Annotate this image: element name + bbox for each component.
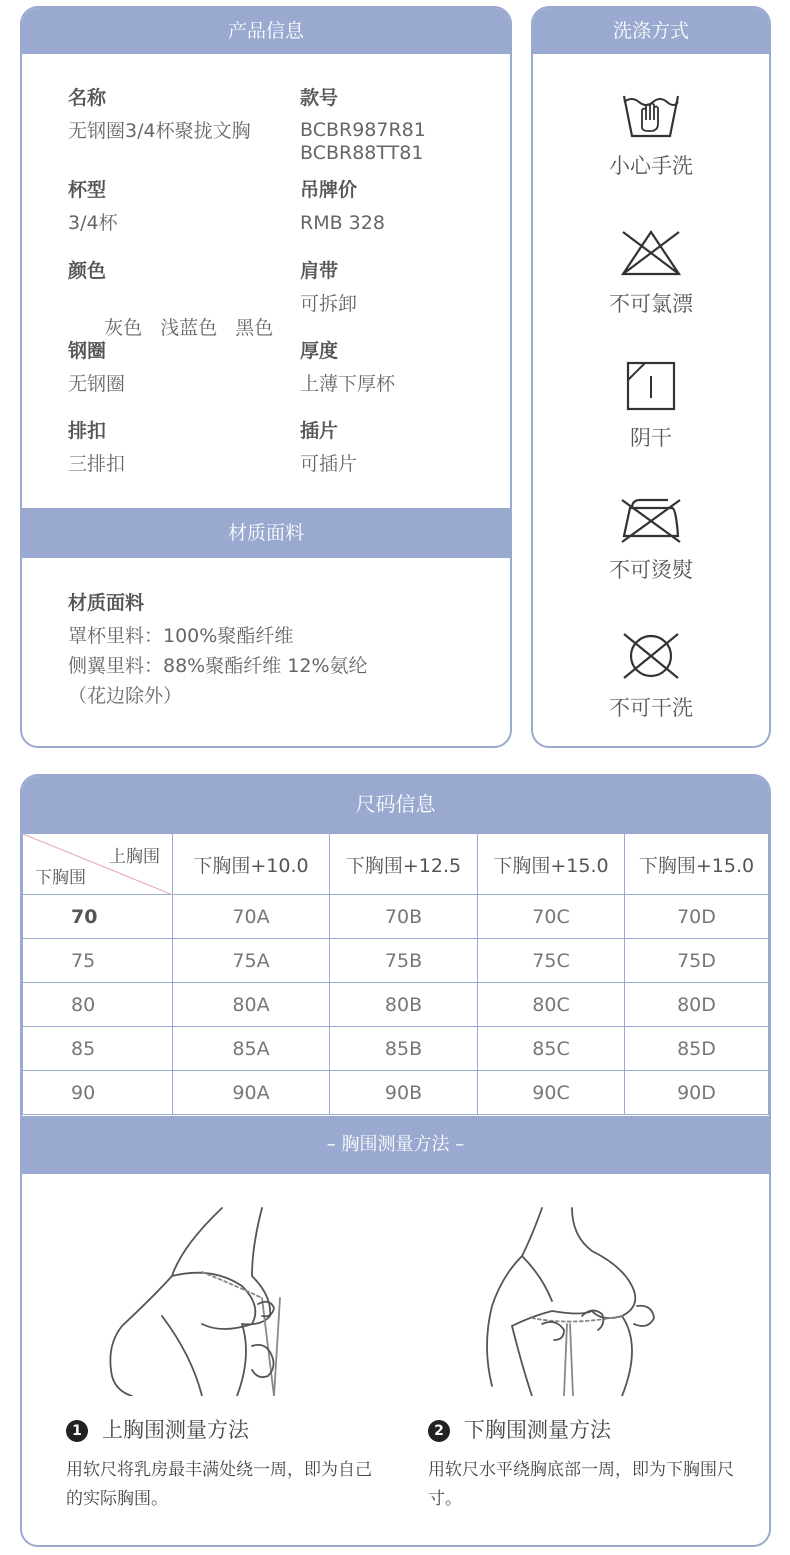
size-band: 70 [23, 895, 173, 939]
size-cell: 90A [173, 1071, 330, 1115]
table-row [23, 1027, 769, 1071]
size-cell: 70D [625, 895, 769, 939]
table-row [23, 983, 769, 1027]
wash-care-panel [531, 6, 771, 748]
size-col-header: 下胸围+15.0 [625, 834, 769, 895]
no-dry-clean-icon [620, 630, 682, 682]
size-band: 85 [23, 1027, 173, 1071]
step-number-1: 1 [66, 1420, 88, 1442]
field-insert: 插片 可插片 [300, 420, 358, 475]
under-bust-illustration [472, 1206, 692, 1396]
size-band: 80 [23, 983, 173, 1027]
table-row [23, 895, 769, 939]
material-details: 材质面料 罩杯里料：100%聚酯纤维 侧翼里料：88%聚酯纤维 12%氨纶 （花边除外） [68, 592, 368, 707]
wash-item-no-dry-clean: 不可干洗 [533, 630, 769, 722]
size-table-header [23, 834, 769, 895]
wash-care-title: 洗涤方式 [533, 8, 769, 54]
size-cell: 90B [330, 1071, 478, 1115]
size-col-header: 下胸围+12.5 [330, 834, 478, 895]
wash-item-hand-wash: 小心手洗 [533, 88, 769, 180]
size-cell: 75D [625, 939, 769, 983]
size-info-panel [20, 774, 771, 1547]
size-cell: 80D [625, 983, 769, 1027]
no-bleach-icon [619, 228, 683, 278]
size-cell: 90C [478, 1071, 625, 1115]
product-info-panel [20, 6, 512, 748]
table-row [23, 1071, 769, 1115]
wash-item-no-bleach: 不可氯漂 [533, 228, 769, 318]
wash-item-shade-dry: 阴干 [533, 360, 769, 452]
shade-dry-icon [625, 360, 677, 412]
field-hooks: 排扣 三排扣 [68, 420, 126, 475]
upper-bust-description: 用软尺将乳房最丰满处绕一周，即为自己的实际胸围。 [66, 1460, 372, 1509]
field-thickness: 厚度 上薄下厚杯 [300, 340, 396, 395]
field-color: 颜色 灰色 浅蓝色 黑色 [68, 260, 274, 339]
material-section-title: 材质面料 [22, 508, 510, 558]
field-name: 名称 无钢圈3/4杯聚拢文胸 [68, 87, 251, 142]
no-iron-icon [618, 496, 684, 544]
hand-wash-icon [620, 88, 682, 140]
size-band: 75 [23, 939, 173, 983]
size-table [22, 833, 769, 1115]
size-cell: 85D [625, 1027, 769, 1071]
size-cell: 80B [330, 983, 478, 1027]
step-number-2: 2 [428, 1420, 450, 1442]
size-cell: 85C [478, 1027, 625, 1071]
color-black: 黑色 [235, 317, 274, 339]
size-cell: 80C [478, 983, 625, 1027]
upper-bust-method: 1 上胸围测量方法 [66, 1414, 249, 1444]
field-price: 吊牌价 RMB 328 [300, 179, 385, 234]
field-underwire: 钢圈 无钢圈 [68, 340, 126, 395]
size-band: 90 [23, 1071, 173, 1115]
size-table-corner: 上胸围 下胸围 [23, 834, 173, 895]
measure-method-title: – 胸围测量方法 – [22, 1116, 769, 1174]
size-cell: 75A [173, 939, 330, 983]
under-bust-method: 2 下胸围测量方法 [428, 1414, 611, 1444]
product-info-title: 产品信息 [22, 8, 510, 54]
under-bust-description: 用软尺水平绕胸底部一周，即为下胸围尺寸。 [428, 1460, 734, 1509]
size-cell: 70B [330, 895, 478, 939]
color-gray: 灰色 [104, 317, 143, 339]
size-cell: 75B [330, 939, 478, 983]
field-style-number: 款号 BCBR987R81 BCBR88TT81 [300, 87, 426, 164]
table-row [23, 939, 769, 983]
size-cell: 85A [173, 1027, 330, 1071]
size-info-title: 尺码信息 [22, 776, 769, 833]
upper-bust-illustration [102, 1206, 332, 1396]
wash-item-no-iron: 不可烫熨 [533, 496, 769, 584]
size-cell: 70C [478, 895, 625, 939]
size-cell: 75C [478, 939, 625, 983]
size-cell: 70A [173, 895, 330, 939]
size-col-header: 下胸围+10.0 [173, 834, 330, 895]
size-cell: 80A [173, 983, 330, 1027]
color-light-blue: 浅蓝色 [160, 317, 218, 339]
size-cell: 90D [625, 1071, 769, 1115]
field-strap: 肩带 可拆卸 [300, 260, 358, 315]
size-cell: 85B [330, 1027, 478, 1071]
size-col-header: 下胸围+15.0 [478, 834, 625, 895]
field-cup-type: 杯型 3/4杯 [68, 179, 118, 234]
